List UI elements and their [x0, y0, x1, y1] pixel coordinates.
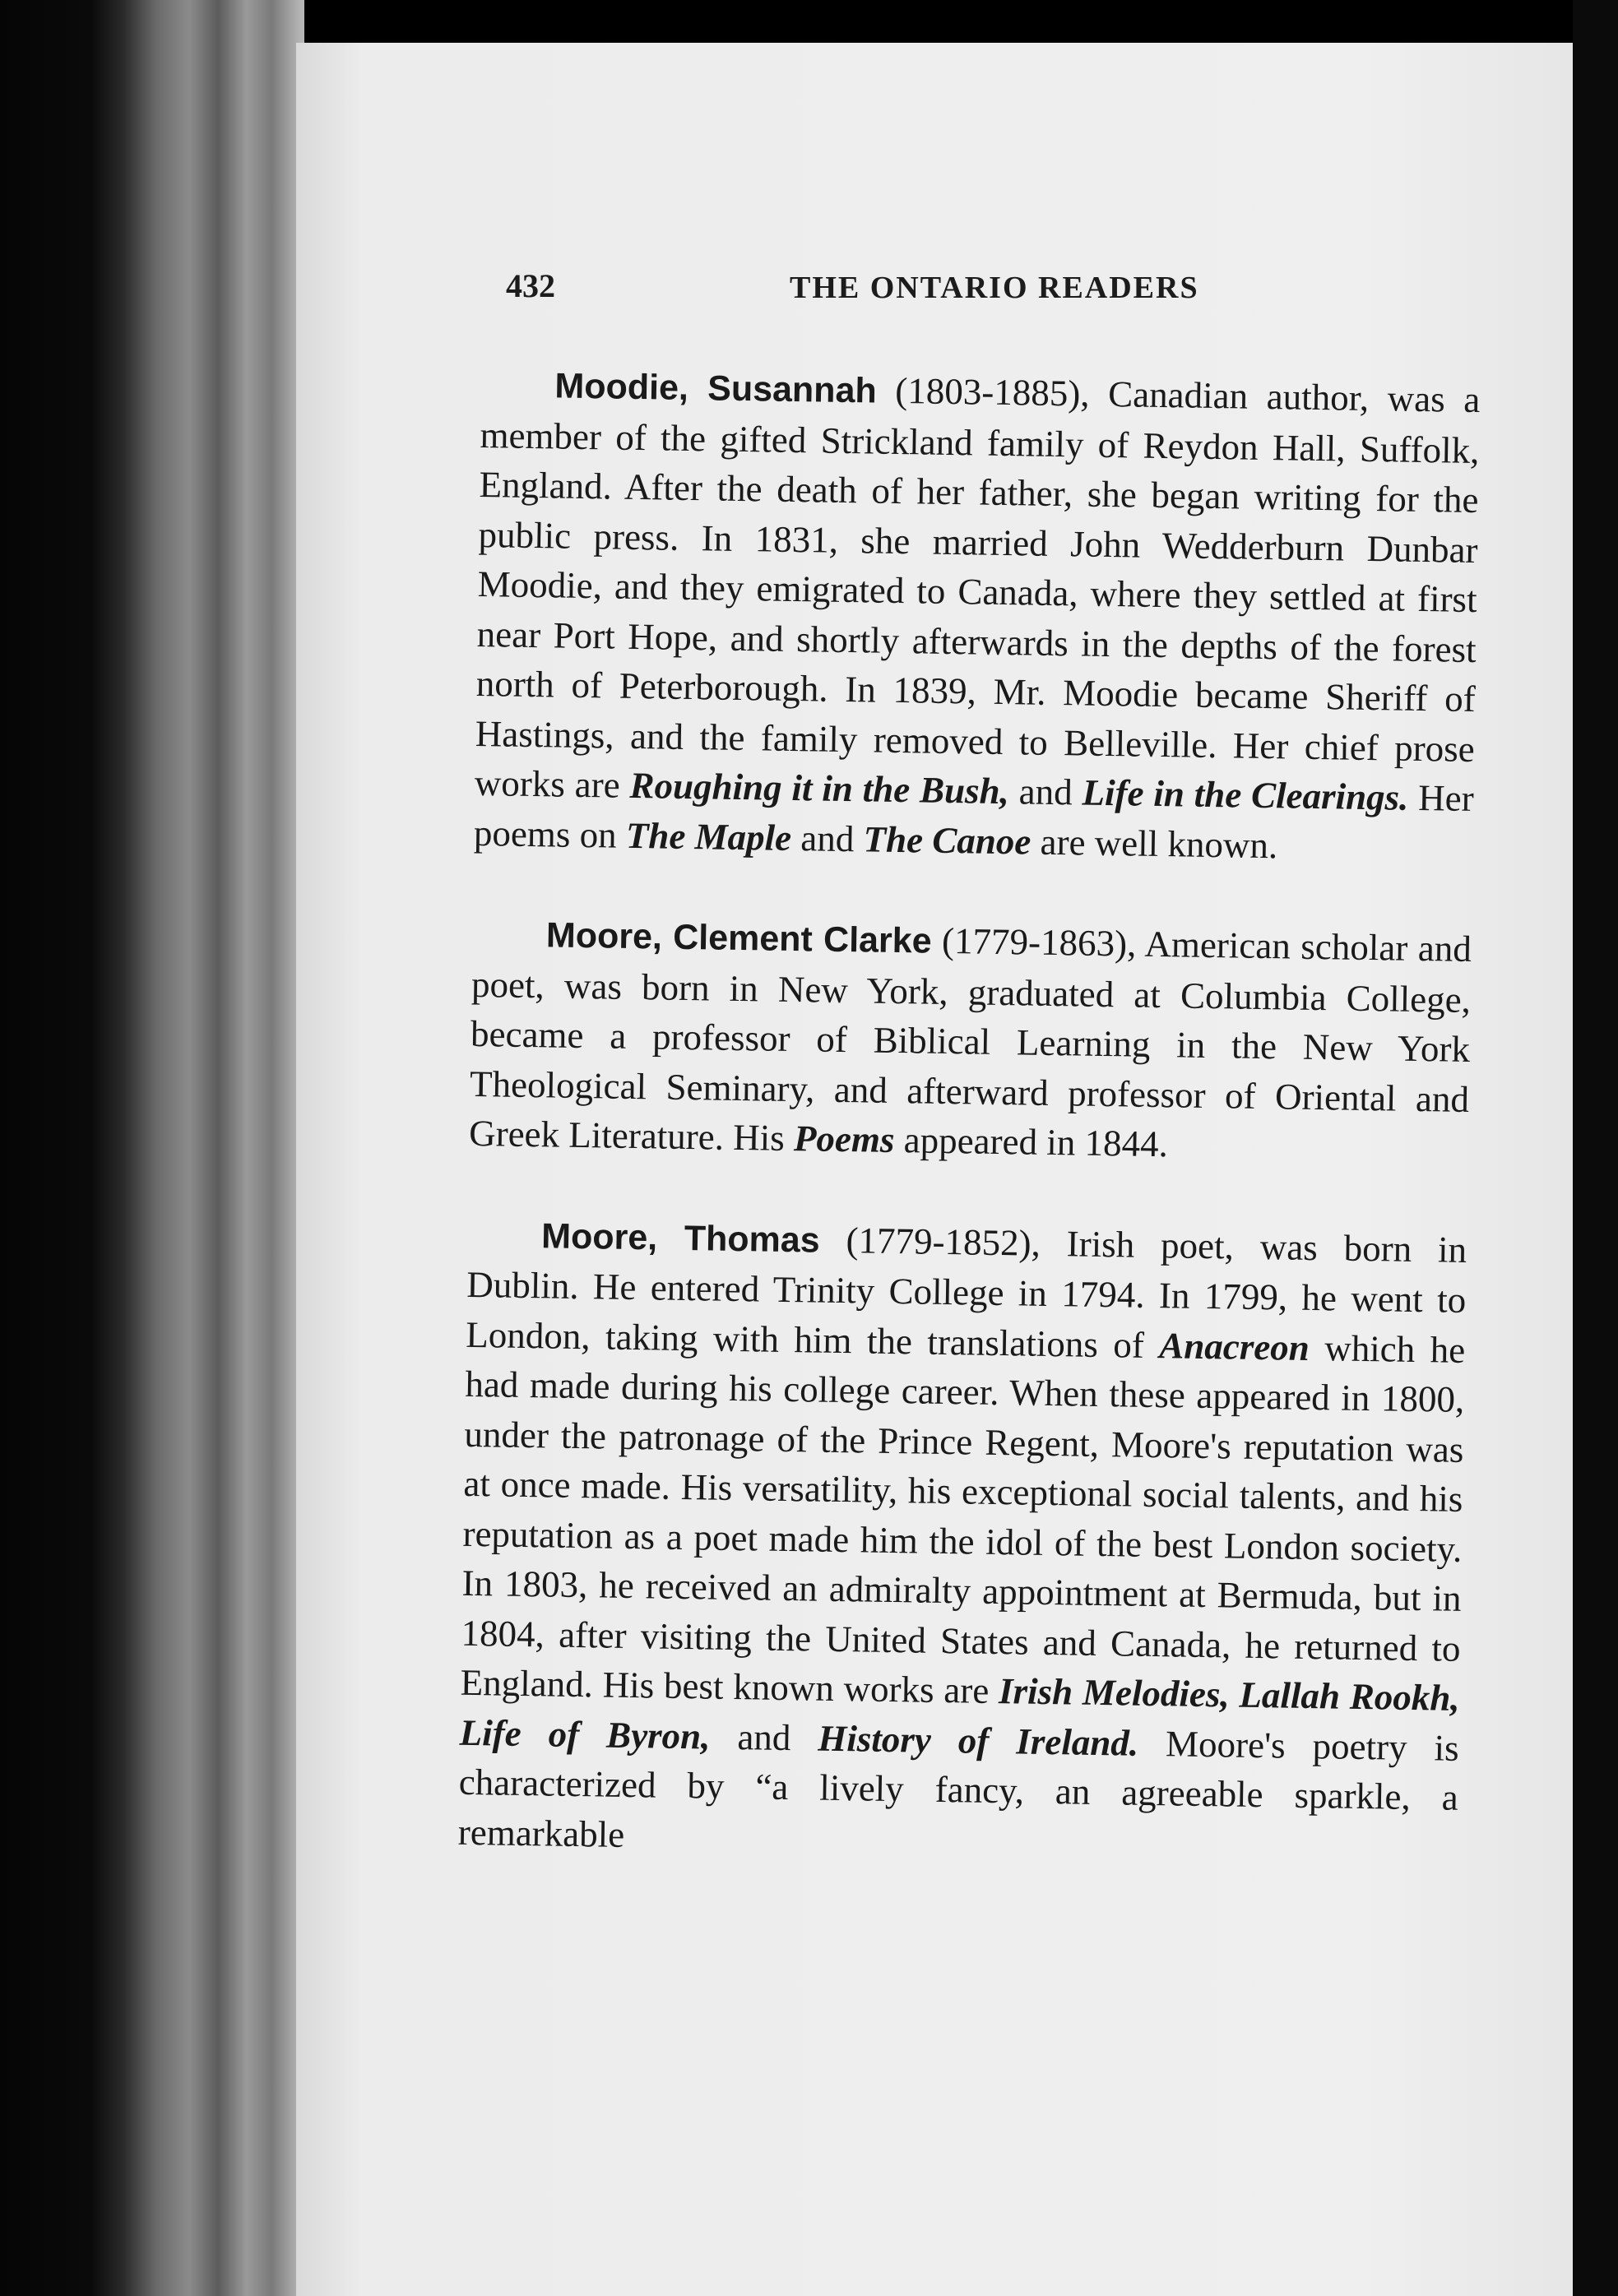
running-title: THE ONTARIO READERS: [790, 271, 1199, 305]
entry-heading: Moore, Clement Clarke: [545, 915, 932, 961]
entry-text: Her poems on: [473, 776, 1475, 856]
work-title: Roughing it in the Bush,: [629, 764, 1010, 812]
work-title: Anacreon: [1158, 1324, 1310, 1368]
entry-text: (1779-1863), American scholar and poet, was born in New York, graduated at Columbia College, became a professor of Biblical Learning in the New York Theological Seminary, and afterward professor of Oriental and Greek Literature. His: [468, 919, 1472, 1160]
binding-edge: [1573, 0, 1618, 2296]
entry-text: are well known.: [1030, 821, 1278, 866]
work-title: Irish Melodies, Lallah Rookh, Life of Byron,: [459, 1670, 1460, 1757]
entry-text: (1803-1885), Canadian author, was a member of the gifted Strickland family of Reydon Hall, Suffolk, England. After the death of her father, she began writing for the public press. In 1831, she married John Wedderburn Dunbar Moodie, and they emigrated to Canada, where they settled at first near Port Hope, and shortly afterwards in the depths of the forest north of Peterborough. In 1839, Mr. Moodie became Sheriff of Hastings, and the family removed to Belleville. Her chief prose works are: [474, 369, 1481, 806]
entry-text: and: [1008, 771, 1083, 813]
page-content: [457, 359, 1480, 1923]
entry-text: (1779-1852), Irish poet, was born in Dublin. He entered Trinity College in 1794. In 1799, he went to London, taking with him the translations of: [465, 1219, 1467, 1366]
entry-moodie-susannah: [473, 359, 1480, 873]
entry-moore-thomas: [457, 1209, 1467, 1872]
entry-text: which he had made during his college career. When these appeared in 1800, under the patronage of the Prince Regent, Moore's reputation was at once made. His versatility, his exceptional social talents, and his reputation as a poet made him the idol of the best London society. In 1803, he received an admiralty appointment at Bermuda, but in 1804, after visiting the United States and Canada, he returned to England. His best known works are: [460, 1326, 1466, 1712]
work-title: The Canoe: [863, 817, 1032, 863]
work-title: The Maple: [625, 814, 792, 859]
work-title: History of Ireland.: [818, 1717, 1139, 1764]
book-spine-edge: [0, 0, 304, 2296]
work-title: Poems: [793, 1118, 895, 1161]
entry-heading: Moore, Thomas: [540, 1215, 821, 1261]
page-number: 432: [506, 267, 555, 304]
entry-text: appeared in 1844.: [894, 1119, 1169, 1165]
entry-moore-clement-clarke: [469, 909, 1472, 1174]
entry-text: and: [790, 817, 865, 859]
entry-text: Moore's poetry is characterized by “a lively fancy, an agreeable sparkle, a remarkable: [457, 1722, 1460, 1855]
entry-heading: Moodie, Susannah: [554, 366, 878, 411]
entry-text: and: [710, 1715, 818, 1759]
running-head: [296, 266, 1575, 316]
work-title: Life in the Clearings.: [1082, 771, 1409, 818]
book-page: [296, 43, 1575, 2296]
